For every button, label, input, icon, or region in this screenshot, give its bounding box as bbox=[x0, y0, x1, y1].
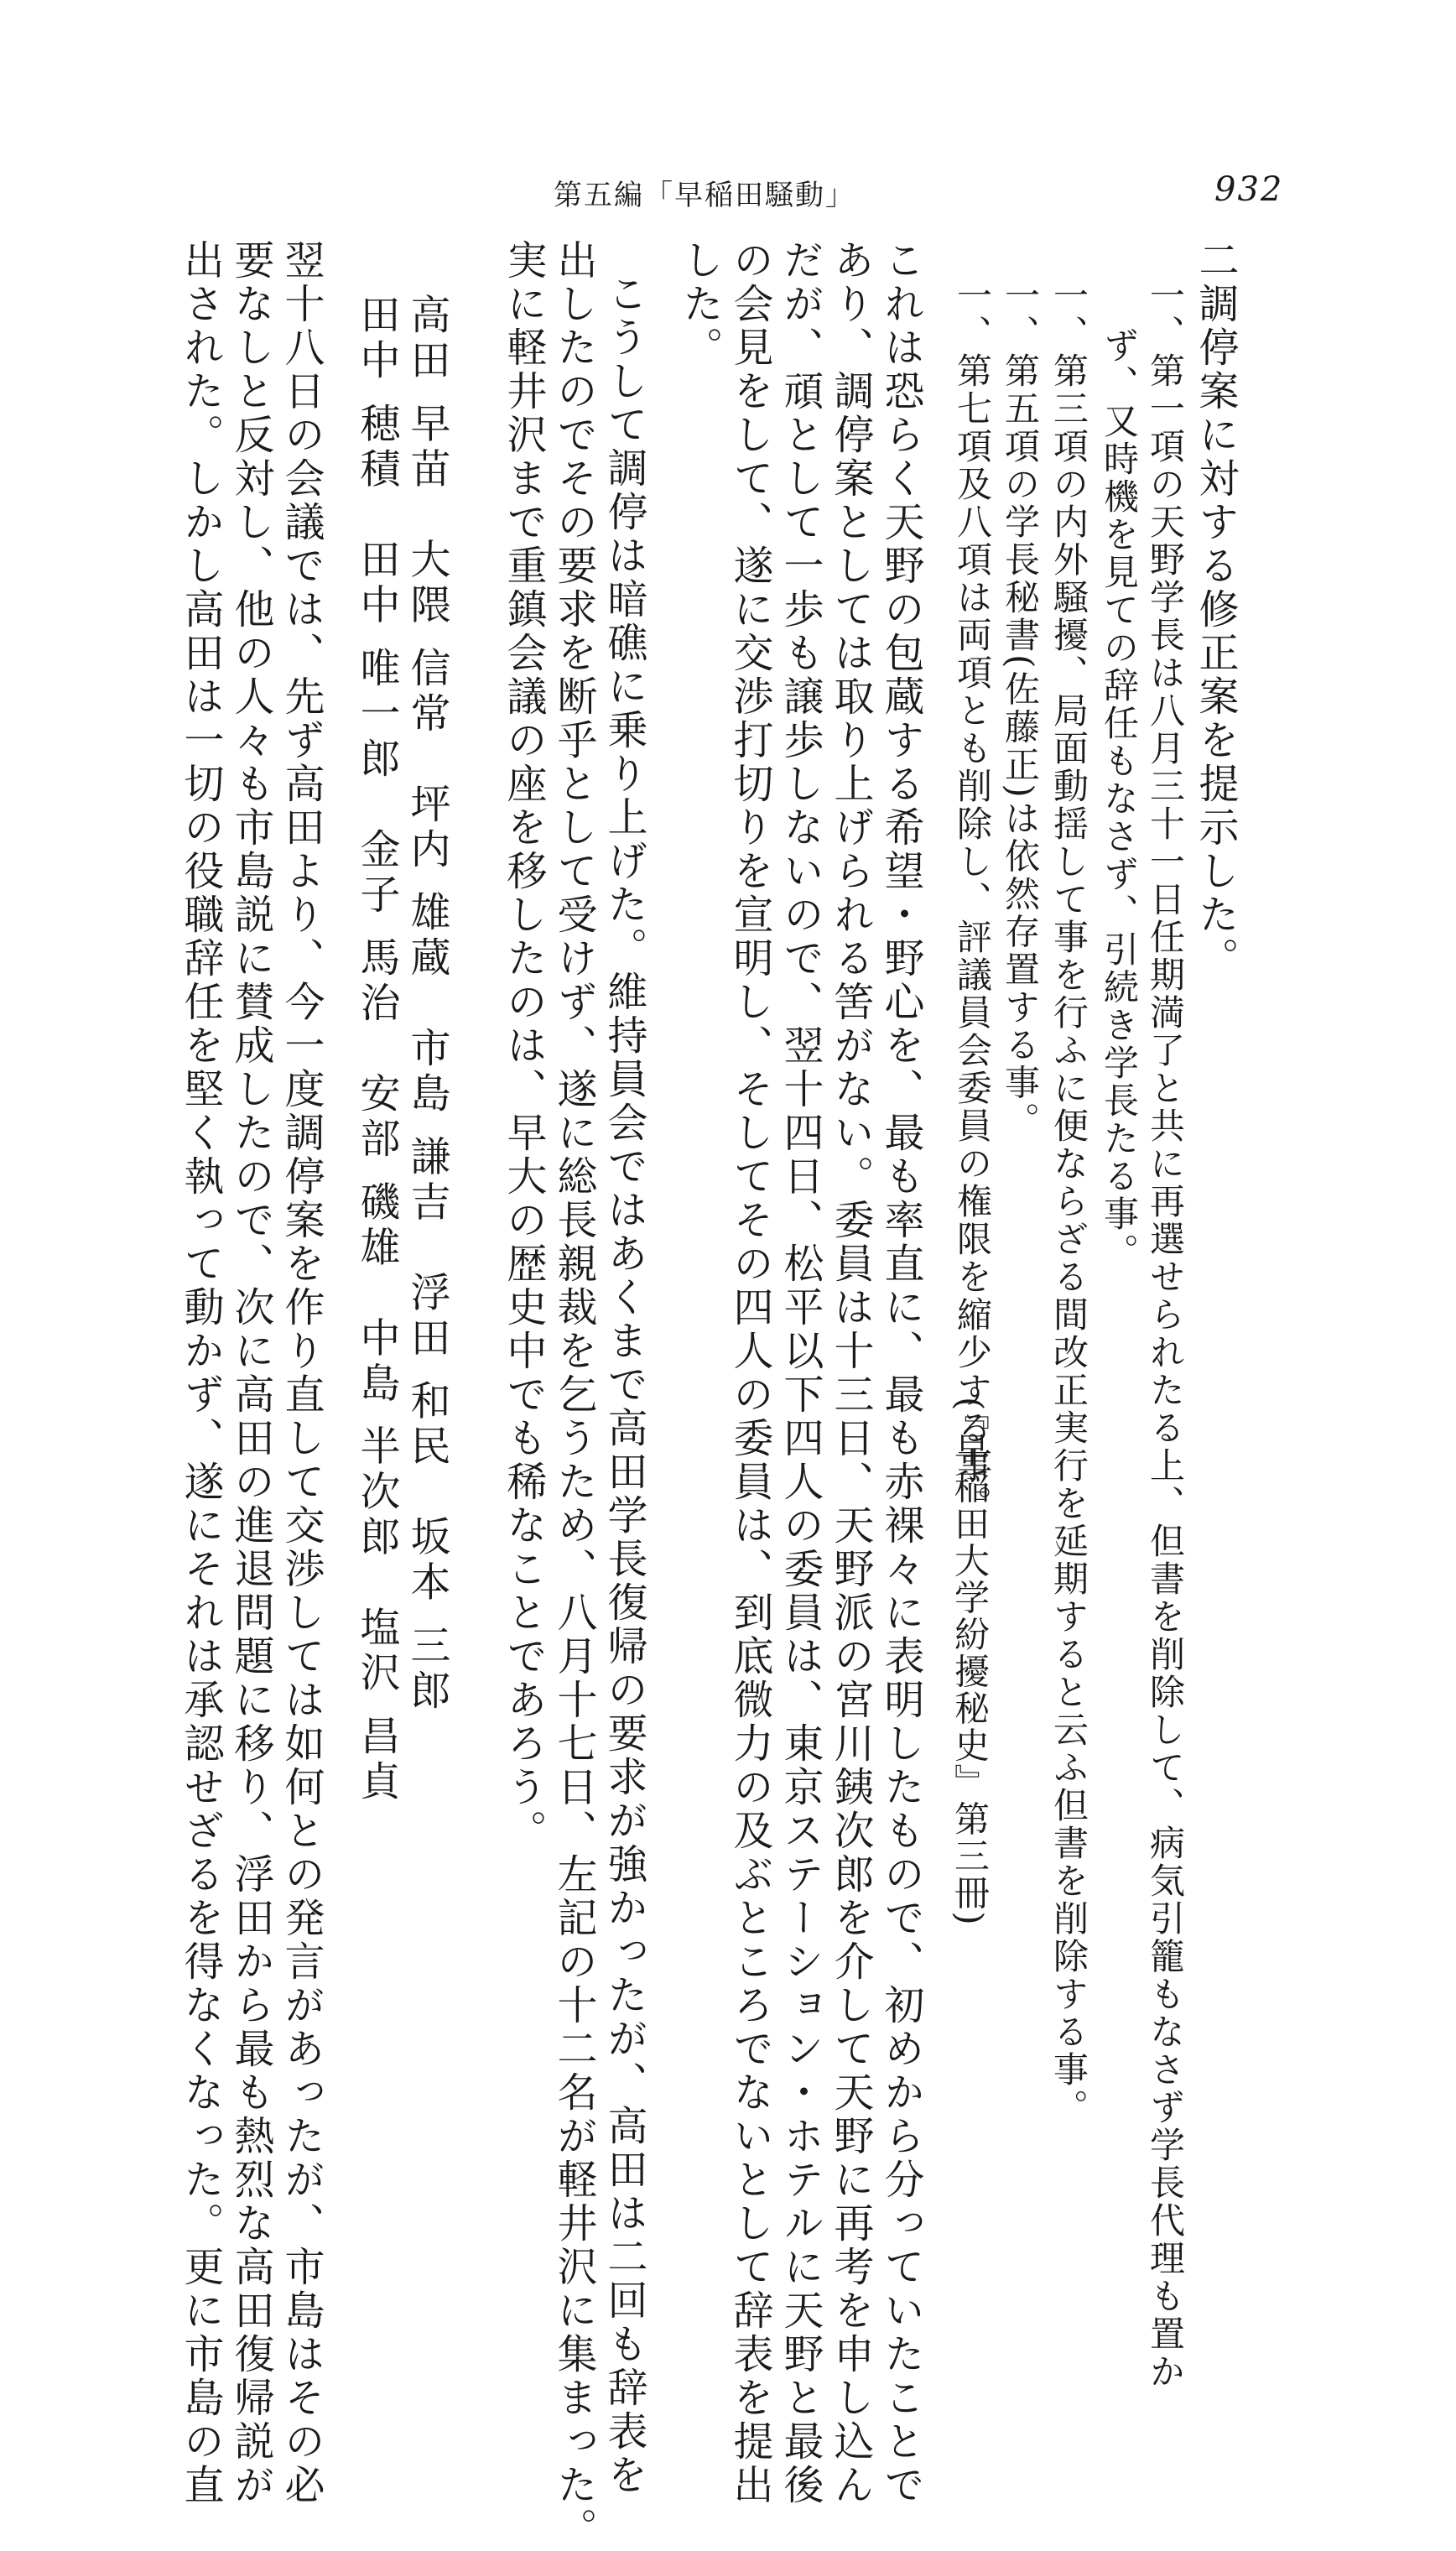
member-list-row-2: 田中 穂積 田中 唯一郎 金子 馬治 安部 磯雄 中島 半次郎 塩沢 昌貞 bbox=[353, 294, 400, 1805]
text-column-11: した。 bbox=[676, 239, 723, 370]
text-column-6: 一、第七項及八項は両項とも削除し、評議員会委員の権限を縮少する事。 bbox=[952, 277, 993, 1523]
text-column-9: だが、頑として一歩も譲歩しないので、翌十四日、松平以下四人の委員は、東京ステーション・ホテルに天野と最後 bbox=[777, 239, 824, 2507]
text-column-10: の会見をして、遂に交渉打切りを宣明し、そしてその四人の委員は、到底微力の及ぶところでないとして辞表を提出 bbox=[726, 239, 773, 2507]
text-column-17: 出された。しかし高田は一切の役職辞任を堅く執って動かず、遂にそれは承認せざるを得なくなった。更に市島の直 bbox=[177, 239, 224, 2507]
text-column-12: こうして調停は暗礁に乗り上げた。維持員会ではあくまで高田学長復帰の要求が強かったが、高田は二回も辞表を bbox=[601, 273, 647, 2497]
text-column-5: 一、第五項の学長秘書(佐藤正)は依然存置する事。 bbox=[1000, 277, 1041, 1140]
text-column-8: あり、調停案としては取り上げられる筈がない。委員は十三日、天野派の宮川銕次郎を介して天野に再考を申し込ん bbox=[827, 239, 874, 2507]
text-column-4: 一、第三項の内外騒擾、局面動揺して事を行ふに便ならざる間改正実行を延期すると云ふ但書を削除する事。 bbox=[1048, 277, 1089, 2127]
text-column-15: 翌十八日の会議では、先ず高田より、今一度調停案を作り直して交渉しては如何との発言があったが、市島はその必 bbox=[278, 239, 325, 2507]
text-column-16: 要なしと反対し、他の人々も市島説に賛成したので、次に高田の進退問題に移り、浮田から最も熱烈な高田復帰説が bbox=[227, 239, 274, 2507]
text-column-1: 二調停案に対する修正案を提示した。 bbox=[1192, 239, 1239, 981]
text-column-3: ず、又時機を見ての辞任もなさず、引続き学長たる事。 bbox=[1099, 327, 1140, 1271]
text-column-7: これは恐らく天野の包蔵する希望・野心を、最も率直に、最も赤裸々に表明したもので、初めから分っていたことで bbox=[877, 239, 924, 2507]
text-column-2: 一、第一項の天野学長は八月三十一日任期満了と共に再選せられたる上、但書を削除して、病気引籠もなさず学長代理も置か bbox=[1145, 277, 1186, 2391]
page-number: 932 bbox=[1214, 170, 1284, 209]
running-head: 第五編「早稲田騒動」 bbox=[554, 179, 855, 212]
text-column-13: 出したのでその要求を断乎として受けず、遂に総長親裁を乞うため、八月十七日、左記の十二名が軽井沢に集まった。 bbox=[550, 239, 597, 2551]
member-list-row-1: 高田 早苗 大隈 信常 坪内 雄蔵 市島 謙吉 浮田 和民 坂本 三郎 bbox=[403, 294, 450, 1715]
text-column-14: 実に軽井沢まで重鎮会議の座を移したのは、早大の歴史中でも稀なことであろう。 bbox=[500, 239, 547, 1853]
source-citation: (『早稲田大学紛擾秘史』第三冊) bbox=[949, 1397, 991, 1927]
